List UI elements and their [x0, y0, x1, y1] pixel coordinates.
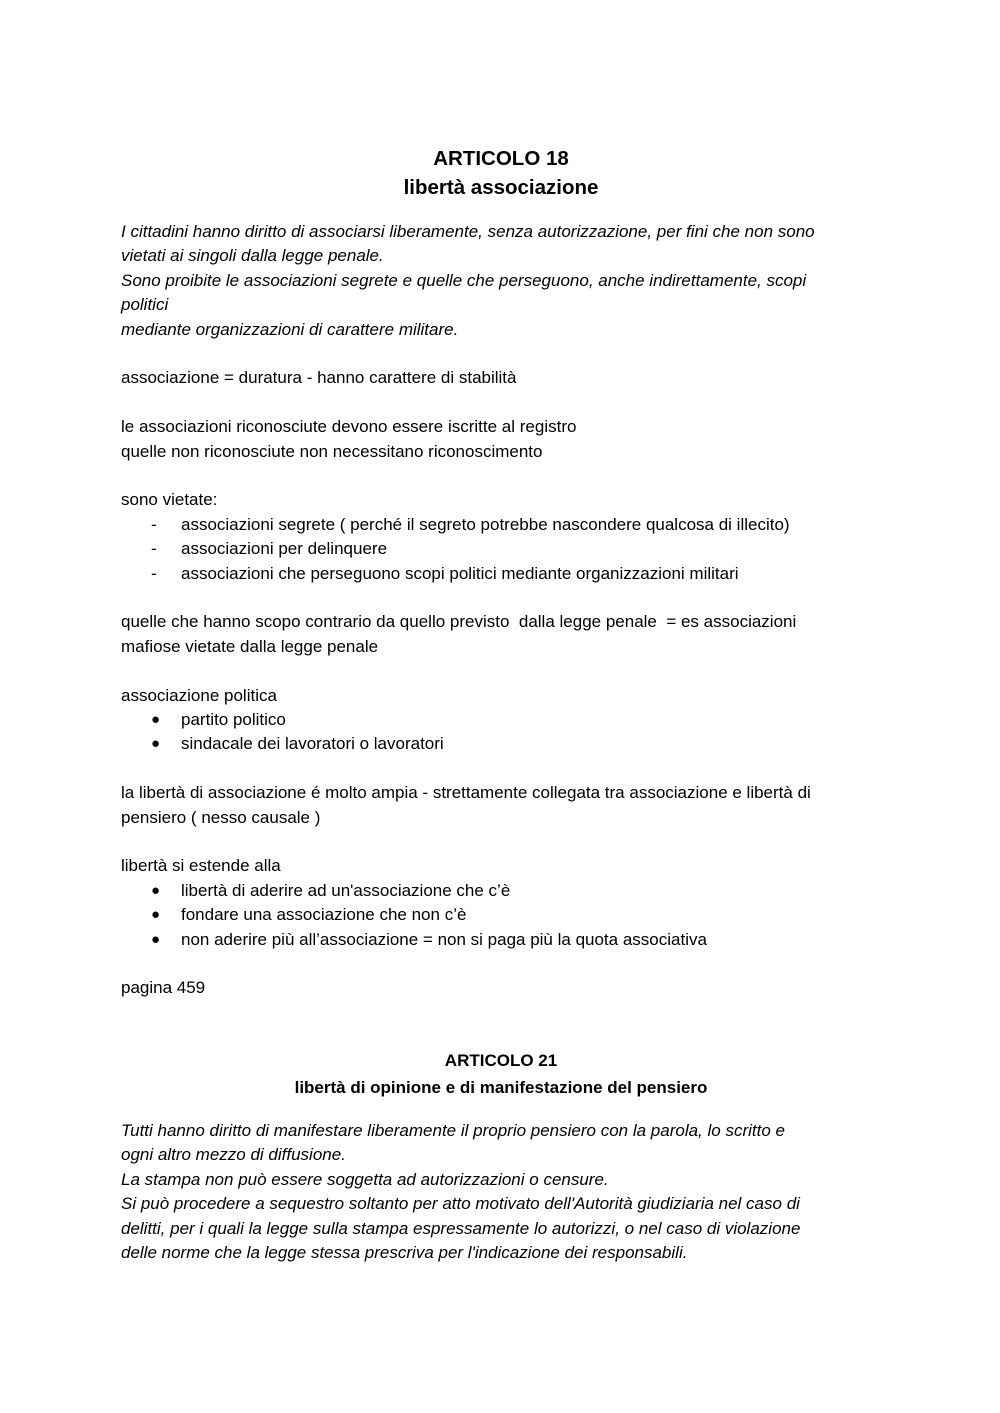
- bullet-icon: ●: [151, 930, 161, 948]
- dash-marker: -: [151, 539, 157, 559]
- list-item-text: libertà di aderire ad un'associazione che c’è: [181, 880, 511, 900]
- quote-line: delle norme che la legge stessa prescriva per l'indicazione dei responsabili.: [121, 1242, 688, 1262]
- quote-line: Sono proibite le associazioni segrete e quelle che perseguono, anche indirettamente, scopi: [121, 270, 807, 290]
- bullet-icon: ●: [151, 735, 161, 753]
- article-18-subheading: libertà associazione: [403, 176, 599, 199]
- prohibited-list: [121, 513, 881, 586]
- dash-marker: -: [151, 563, 157, 583]
- list-item: [121, 928, 881, 952]
- contrary-line: quelle che hanno scopo contrario da quello previsto dalla legge penale = es associazioni: [121, 612, 797, 632]
- list-item: [121, 513, 881, 537]
- quote-line: mediante organizzazioni di carattere militare.: [121, 319, 459, 339]
- definition-line: associazione = duratura - hanno carattere di stabilità: [121, 368, 517, 388]
- scope-line: la libertà di associazione é molto ampia - strettamente collegata tra associazione e libertà di: [121, 783, 811, 803]
- quote-line: Si può procedere a sequestro soltanto per atto motivato dell'Autorità giudiziaria nel caso di: [121, 1194, 800, 1214]
- article-21-quote: [121, 1119, 881, 1265]
- list-item-text: associazioni per delinquere: [181, 539, 388, 559]
- page-reference: pagina 459: [121, 978, 206, 998]
- list-item: [121, 537, 881, 561]
- contrary-line: mafiose vietate dalla legge penale: [121, 636, 379, 656]
- article-18-heading: ARTICOLO 18: [433, 147, 569, 170]
- document-page: [121, 144, 881, 1265]
- political-list: [121, 708, 881, 757]
- list-item-text: associazioni che perseguono scopi politici mediante organizzazioni militari: [181, 563, 739, 583]
- list-item-text: partito politico: [181, 710, 286, 730]
- quote-line: delitti, per i quali la legge sulla stampa espressamente lo autorizzi, o nel caso di violazione: [121, 1218, 801, 1238]
- list-item-text: fondare una associazione che non c’è: [181, 905, 467, 925]
- recognition-line: le associazioni riconosciute devono essere iscritte al registro: [121, 417, 577, 437]
- article-21-heading: ARTICOLO 21: [444, 1050, 558, 1070]
- extends-list: [121, 879, 881, 952]
- political-label: associazione politica: [121, 685, 277, 705]
- list-item-text: associazioni segrete ( perché il segreto potrebbe nascondere qualcosa di illecito): [181, 514, 790, 534]
- recognition-line: quelle non riconosciute non necessitano riconoscimento: [121, 441, 543, 461]
- quote-line: Tutti hanno diritto di manifestare liberamente il proprio pensiero con la parola, lo scritto e: [121, 1120, 785, 1140]
- list-item-text: non aderire più all’associazione = non si paga più la quota associativa: [181, 929, 707, 949]
- article-18-quote: [121, 220, 881, 342]
- dash-marker: -: [151, 514, 157, 534]
- quote-line: politici: [121, 295, 169, 315]
- list-item: [121, 708, 881, 732]
- quote-line: La stampa non può essere soggetta ad autorizzazioni o censure.: [121, 1169, 609, 1189]
- quote-line: vietati ai singoli dalla legge penale.: [121, 246, 384, 266]
- extends-label: libertà si estende alla: [121, 856, 281, 876]
- bullet-icon: ●: [151, 906, 161, 924]
- quote-line: I cittadini hanno diritto di associarsi liberamente, senza autorizzazione, per fini che non sono: [121, 222, 815, 241]
- list-item: [121, 562, 881, 586]
- prohibited-label: sono vietate:: [121, 490, 218, 510]
- list-item: [121, 732, 881, 756]
- quote-line: ogni altro mezzo di diffusione.: [121, 1145, 346, 1165]
- article-21-subheading: libertà di opinione e di manifestazione del pensiero: [294, 1077, 708, 1097]
- bullet-icon: ●: [151, 881, 161, 899]
- bullet-icon: ●: [151, 711, 161, 729]
- list-item: [121, 903, 881, 927]
- list-item-text: sindacale dei lavoratori o lavoratori: [181, 734, 444, 754]
- list-item: [121, 879, 881, 903]
- scope-line: pensiero ( nesso causale ): [121, 807, 321, 827]
